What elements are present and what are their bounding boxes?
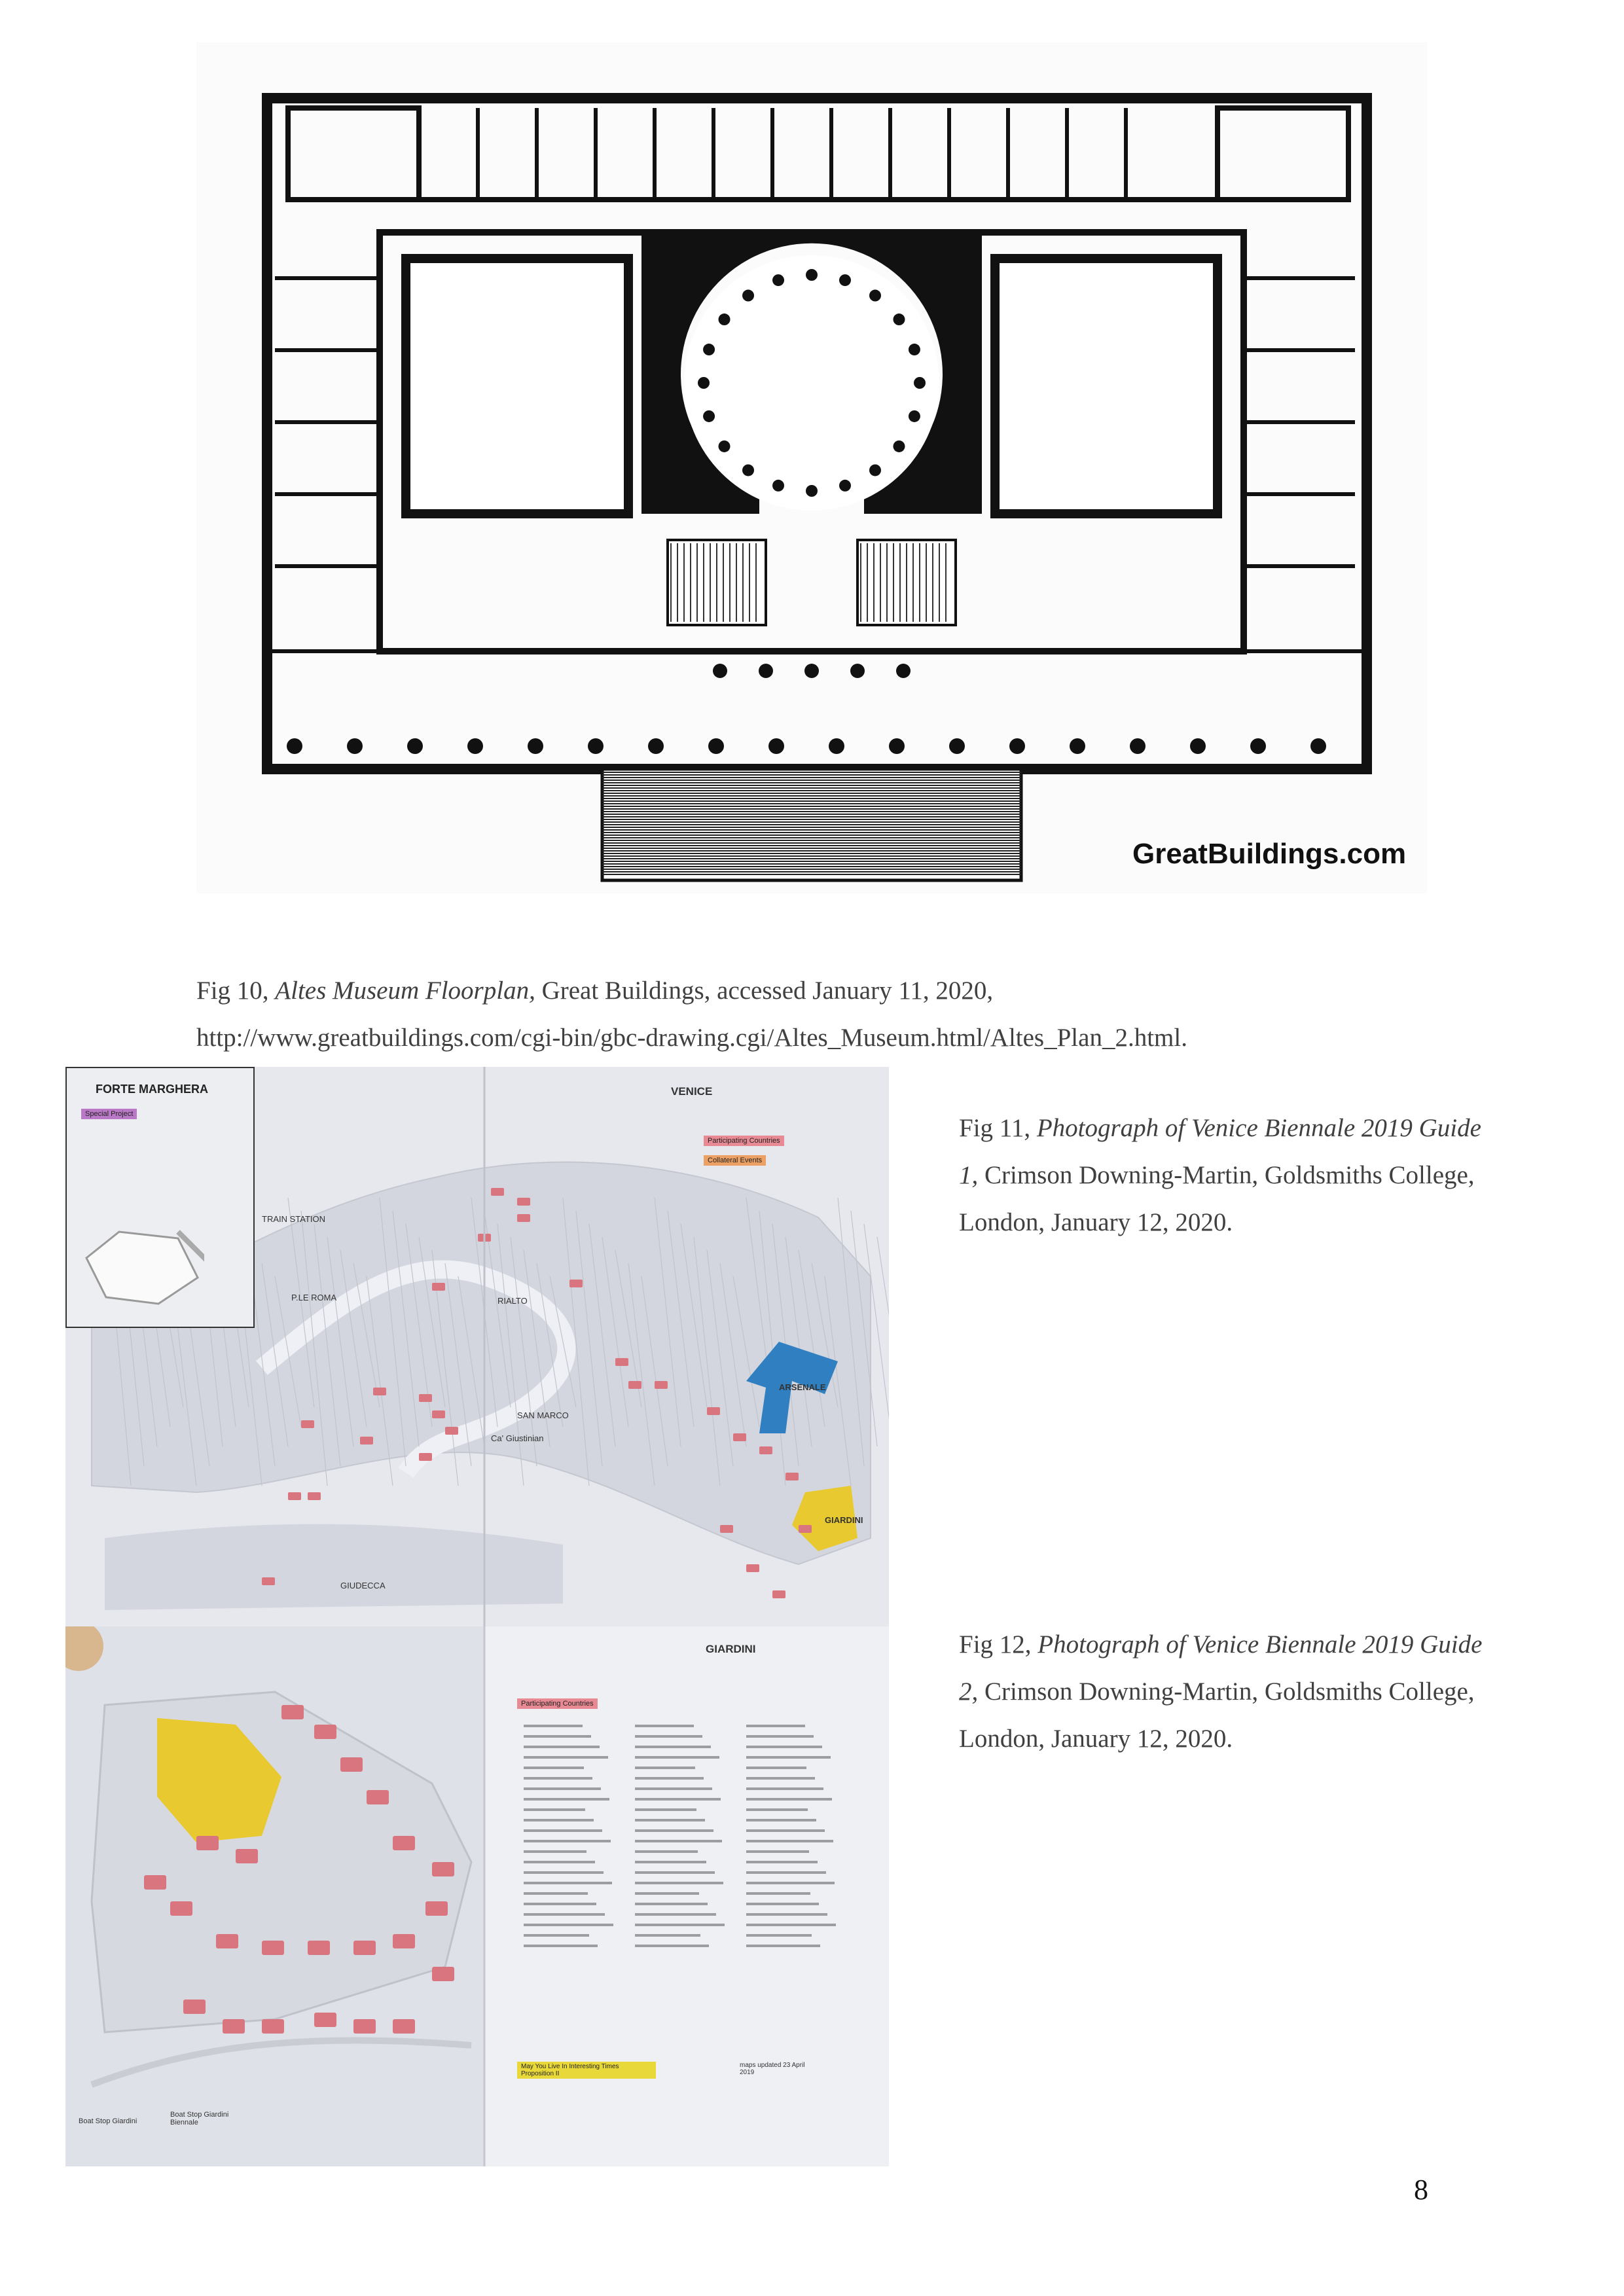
inset-special-project: Special Project — [81, 1109, 137, 1119]
label-giudecca: GIUDECCA — [340, 1581, 386, 1590]
forte-marghera-inset — [65, 1067, 255, 1328]
fig10-caption-title: Altes Museum Floorplan, — [275, 977, 535, 1005]
fig12-caption-line1 — [959, 1621, 1600, 1668]
fig11-caption-line3: London, January 12, 2020. — [959, 1208, 1233, 1236]
venice-map-photo — [65, 1067, 889, 1626]
giardini-legend-title: Participating Countries — [517, 1698, 598, 1709]
fig11-caption-title-cont: 1, — [959, 1161, 979, 1189]
fig10-caption — [196, 967, 1440, 1062]
label-rialto: RIALTO — [497, 1296, 528, 1306]
boat-stop-giardini-biennale: Boat Stop Giardini Biennale — [170, 2111, 229, 2126]
fig12-caption-title-cont: 2, — [959, 1677, 979, 1706]
fig10-caption-prefix: Fig 10, — [196, 977, 276, 1005]
venice-map-title: VENICE — [671, 1085, 713, 1098]
page-number: 8 — [1414, 2174, 1428, 2206]
fig11-caption-prefix: Fig 11, — [959, 1114, 1037, 1142]
fig12-caption-prefix: Fig 12, — [959, 1630, 1038, 1659]
inset-fort-drawing — [80, 1219, 204, 1310]
floorplan-watermark: GreatBuildings.com — [1132, 838, 1407, 870]
fig10-caption-rest: Great Buildings, accessed January 11, 2020, — [535, 977, 994, 1005]
fig12-caption — [959, 1621, 1600, 1763]
label-arsenale: ARSENALE — [779, 1382, 826, 1392]
giardini-map-drawing — [65, 1626, 889, 2166]
inset-title: FORTE MARGHERA — [96, 1083, 208, 1096]
maps-updated: maps updated 23 April 2019 — [740, 2062, 805, 2076]
legend-participating-countries: Participating Countries — [704, 1136, 784, 1146]
floorplan-figure — [196, 43, 1427, 893]
floorplan-drawing — [196, 43, 1427, 893]
fig10-caption-url: http://www.greatbuildings.com/cgi-bin/gbc-drawing.cgi/Altes_Museum.html/Altes_Plan_2.html. — [196, 1024, 1187, 1052]
giardini-map-photo — [65, 1626, 889, 2166]
label-giardini: GIARDINI — [825, 1515, 863, 1525]
fig11-caption-author: Crimson Downing-Martin, Goldsmiths College, — [978, 1161, 1475, 1189]
fig12-caption-line2 — [959, 1668, 1600, 1715]
fig11-caption-title: Photograph of Venice Biennale 2019 Guide — [1036, 1114, 1481, 1142]
fig12-caption-title: Photograph of Venice Biennale 2019 Guide — [1038, 1630, 1483, 1659]
fig12-caption-author: Crimson Downing-Martin, Goldsmiths College, — [978, 1677, 1475, 1706]
legend-collateral-events: Collateral Events — [704, 1155, 766, 1166]
fig11-caption — [959, 1105, 1600, 1246]
boat-stop-giardini: Boat Stop Giardini — [79, 2117, 137, 2125]
label-train-station: TRAIN STATION — [262, 1214, 326, 1224]
fig11-caption-line2 — [959, 1152, 1600, 1199]
giardini-map-title: GIARDINI — [706, 1643, 756, 1655]
giardini-bottom-title: May You Live In Interesting Times Proposition II — [517, 2062, 656, 2079]
label-ca-giustinian: Ca' Giustinian — [491, 1433, 544, 1443]
fig10-caption-line1 — [196, 967, 1440, 1014]
fig12-caption-line3: London, January 12, 2020. — [959, 1725, 1233, 1753]
label-san-marco: SAN MARCO — [517, 1410, 569, 1420]
label-piazzale-roma: P.LE ROMA — [291, 1293, 337, 1302]
fig11-caption-line1 — [959, 1105, 1600, 1152]
